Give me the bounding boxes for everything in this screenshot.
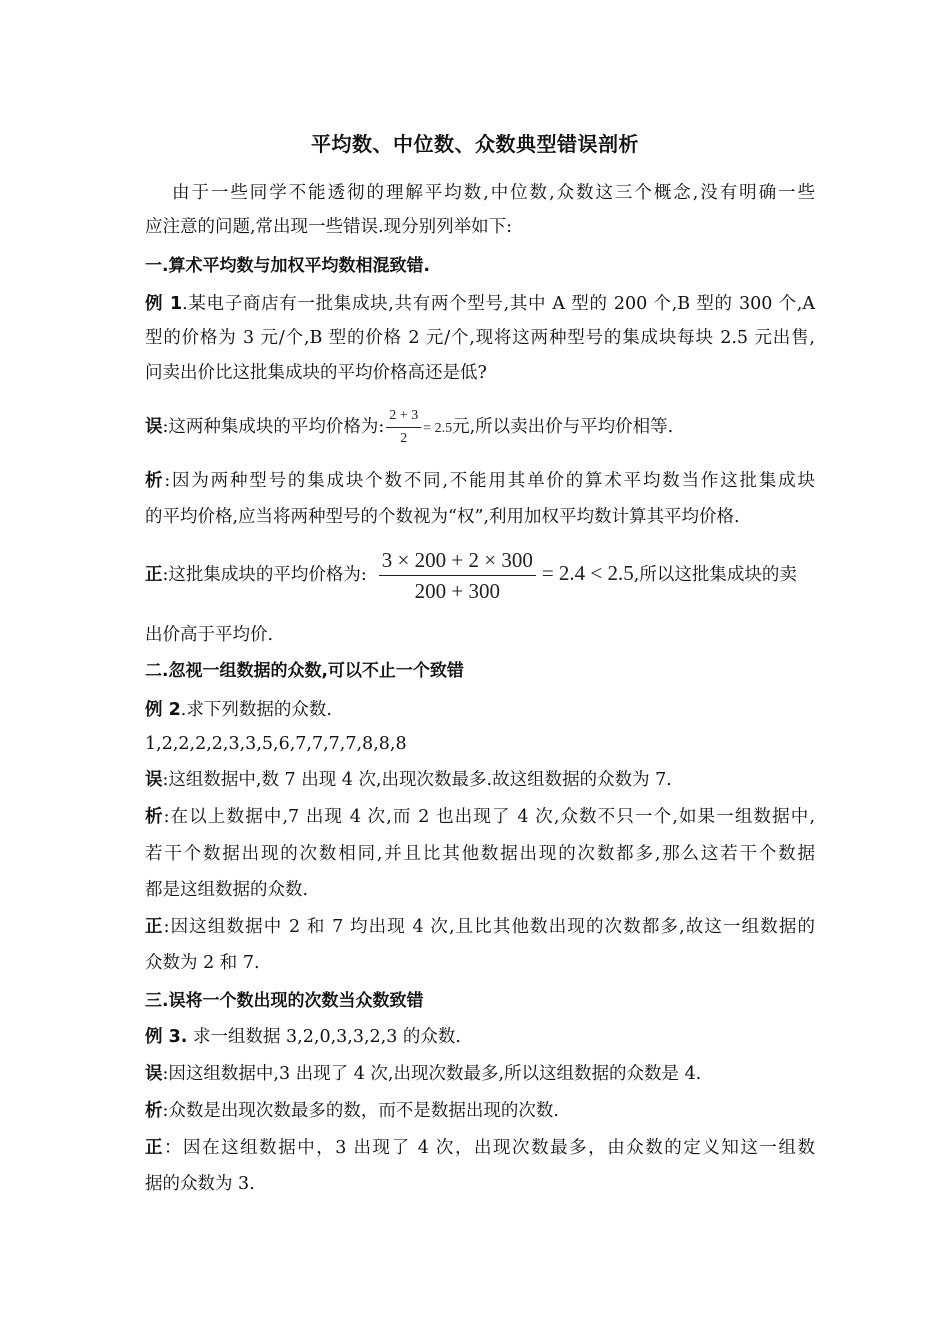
wrong-1-fraction-denominator: 2	[400, 431, 408, 446]
wrong-3-label: 误	[145, 1064, 163, 1084]
analysis-1-label: 析	[145, 471, 165, 491]
analysis-2-line-3: 都是这组数据的众数.	[145, 880, 309, 900]
wrong-2-label: 误	[145, 770, 163, 790]
wrong-1-label: 误	[145, 417, 163, 437]
correct-2-line-2: 众数为 2 和 7.	[145, 953, 260, 973]
example-2-data: 1,2,2,2,2,3,3,5,6,7,7,7,7,8,8,8	[145, 734, 407, 754]
analysis-3	[145, 1098, 815, 1124]
correct-1-fraction	[379, 545, 536, 606]
example-2-text: .求下列数据的众数.	[180, 700, 332, 720]
correct-1-fraction-denominator: 200 + 300	[414, 579, 500, 603]
wrong-3	[145, 1061, 815, 1087]
wrong-1-equation: = 2.5	[423, 421, 453, 436]
analysis-2-line-1	[145, 804, 815, 830]
example-1-line-1	[145, 291, 815, 317]
correct-1-fraction-numerator: 3 × 200 + 2 × 300	[379, 545, 536, 576]
analysis-2-text-1: :在以上数据中,7 出现 4 次,而 2 也出现了 4 次,众数不只一个,如果一组数据中,	[163, 807, 816, 827]
correct-2-line-1	[145, 914, 815, 940]
wrong-1-post: 元,所以卖出价与平均价相等.	[452, 417, 674, 437]
section-1-heading: 一.算术平均数与加权平均数相混致错.	[145, 256, 430, 276]
example-3-label: 例 3.	[145, 1027, 188, 1047]
example-2	[145, 697, 815, 723]
example-2-label: 例 2	[145, 700, 181, 720]
correct-2-label: 正	[145, 917, 164, 937]
analysis-3-text: :众数是出现次数最多的数，而不是数据出现的次数.	[162, 1101, 559, 1121]
correct-1	[145, 540, 815, 606]
correct-2-text-1: :因这组数据中 2 和 7 均出现 4 次,且比其他数出现的次数都多,故这一组数据的	[163, 917, 815, 937]
analysis-2-label: 析	[145, 807, 164, 827]
example-1-line-3: 问卖出价比这批集成块的平均价格高还是低?	[145, 363, 487, 383]
correct-1-pre: :这批集成块的平均价格为:	[162, 565, 367, 585]
correct-1-label: 正	[145, 565, 163, 585]
wrong-1	[145, 405, 815, 449]
correct-1-line-2: 出价高于平均价.	[145, 625, 274, 645]
intro-line-2: 应注意的问题,常出现一些错误.现分别列举如下:	[145, 217, 513, 237]
example-1-text-1: .某电子商店有一批集成块,共有两个型号,其中 A 型的 200 个,B 型的 300 个,A	[182, 294, 815, 314]
section-3-heading: 三.误将一个数出现的次数当众数致错	[145, 991, 424, 1011]
example-1-line-2: 型的价格为 3 元/个,B 型的价格 2 元/个,现将这两种型号的集成块每块 2.5 元出售,	[145, 328, 815, 348]
correct-1-equation: = 2.4 < 2.5	[541, 561, 634, 585]
wrong-3-text: :因这组数据中,3 出现了 4 次,出现次数最多,所以这组数据的众数是 4.	[162, 1064, 702, 1084]
example-1-label: 例 1	[145, 294, 183, 314]
wrong-2	[145, 767, 815, 793]
correct-3-line-2: 据的众数为 3.	[145, 1174, 255, 1194]
section-2-heading: 二.忽视一组数据的众数,可以不止一个致错	[145, 661, 464, 681]
wrong-2-text: :这组数据中,数 7 出现 4 次,出现次数最多.故这组数据的众数为 7.	[162, 770, 672, 790]
example-3-text: 求一组数据 3,2,0,3,3,2,3 的众数.	[187, 1027, 461, 1047]
correct-3-line-1	[145, 1135, 815, 1161]
wrong-1-pre: :这两种集成块的平均价格为:	[162, 417, 385, 437]
correct-1-post: ,所以这批集成块的卖	[633, 565, 797, 585]
wrong-1-fraction	[386, 405, 421, 450]
correct-3-text-1: ：因在这组数据中，3 出现了 4 次，出现次数最多，由众数的定义知这一组数	[164, 1138, 815, 1158]
analysis-1-text-1: :因为两种型号的集成块个数不同,不能用其单价的算术平均数当作这批集成块	[164, 471, 816, 491]
analysis-3-label: 析	[145, 1101, 163, 1121]
wrong-1-fraction-numerator: 2 + 3	[386, 405, 421, 428]
page-title: 平均数、中位数、众数典型错误剖析	[311, 132, 639, 156]
analysis-2-line-2: 若干个数据出现的次数相同,并且比其他数据出现的次数都多,那么这若干个数据	[145, 844, 815, 864]
analysis-1-line-1	[145, 468, 815, 494]
analysis-1-line-2: 的平均价格,应当将两种型号的个数视为“权”,利用加权平均数计算其平均价格.	[145, 507, 740, 527]
example-3	[145, 1024, 815, 1050]
intro-line-1: 由于一些同学不能透彻的理解平均数,中位数,众数这三个概念,没有明确一些	[172, 183, 815, 203]
correct-3-label: 正	[145, 1138, 165, 1158]
